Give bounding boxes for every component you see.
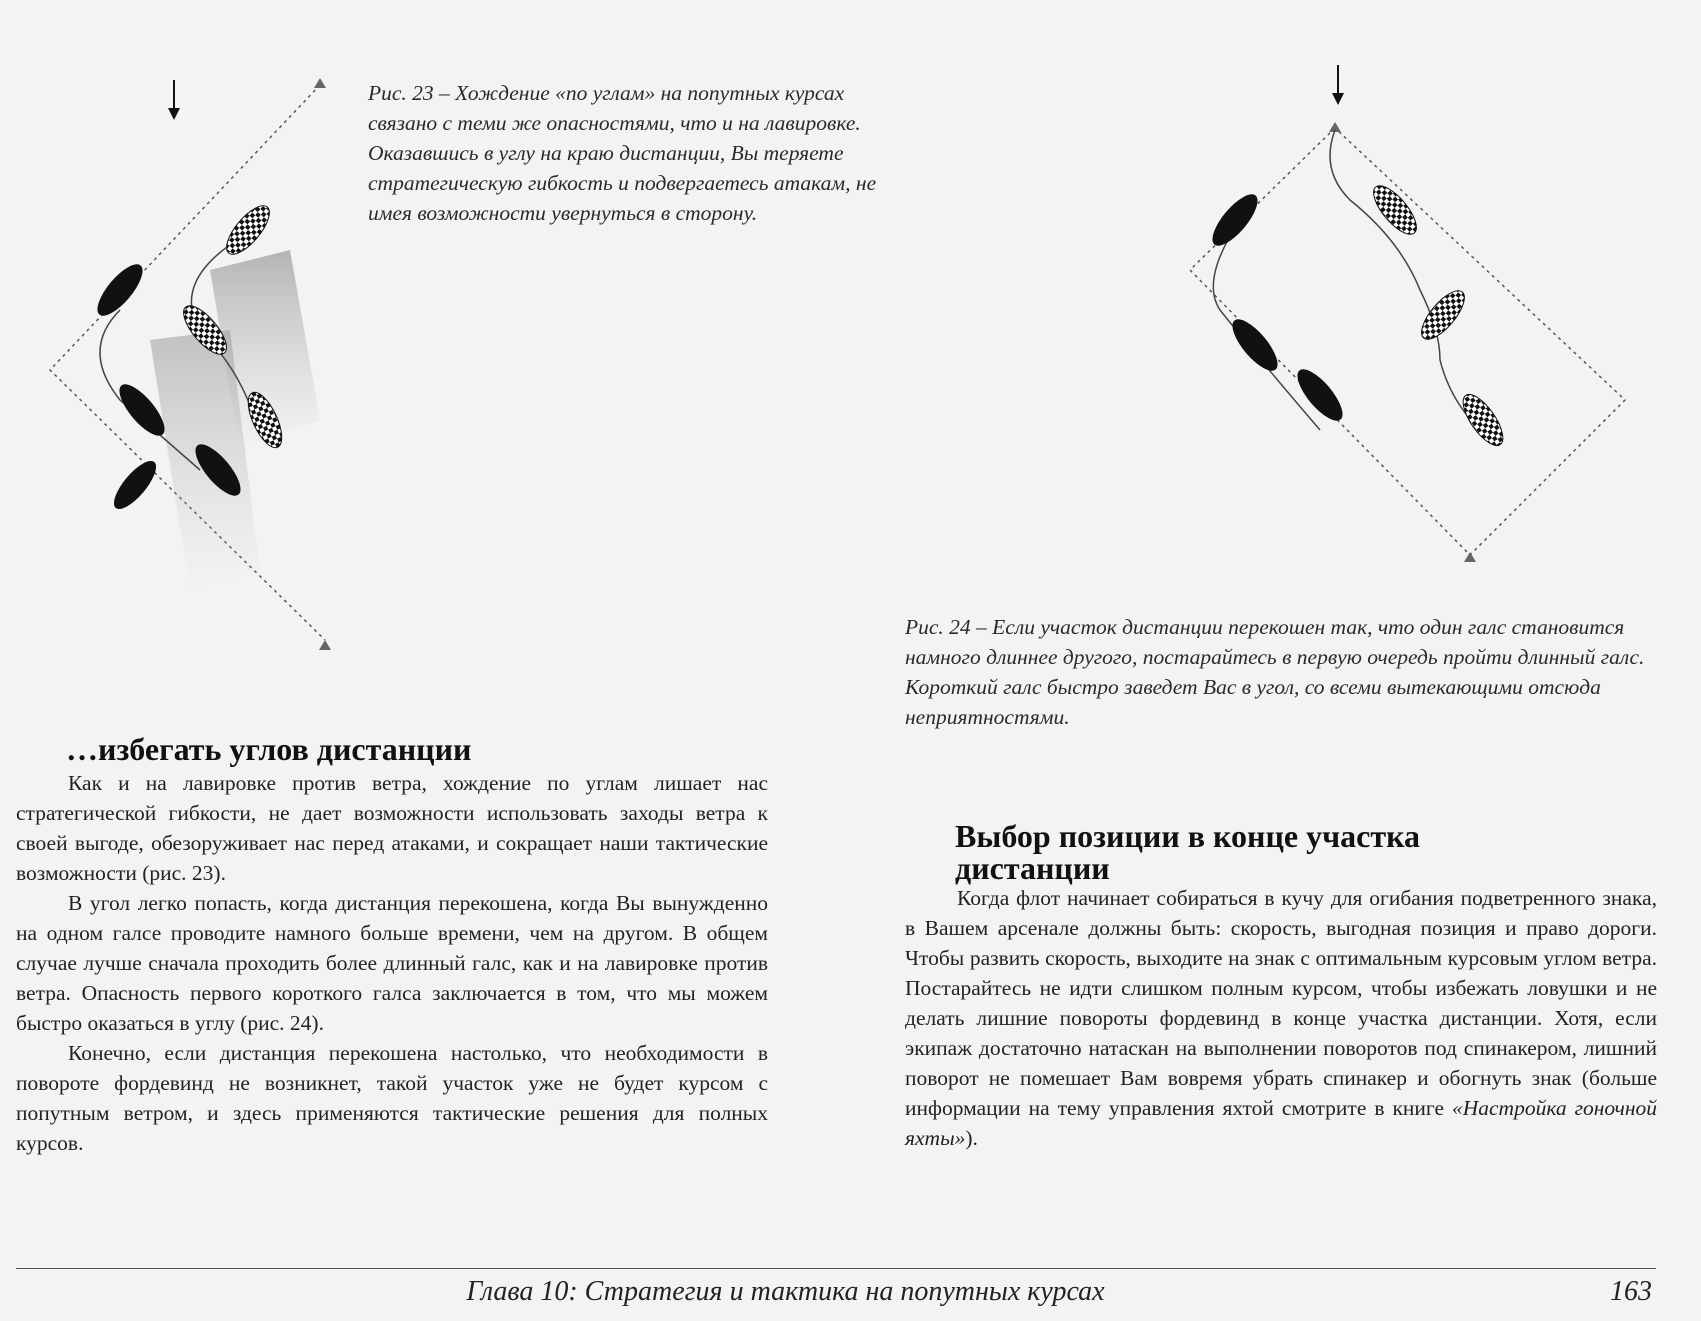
right-body-text	[905, 883, 1657, 1153]
footer-divider	[16, 1268, 1656, 1269]
mark-icon	[314, 78, 326, 88]
figure-24-caption: Рис. 24 – Если участок дистанции перекошен так, что один галс становится намного длиннее другого, постарайтесь в первую очередь пройти длинный галс. Короткий галс быстро заведет Вас в угол, со всеми вытекающими отсюда неприятностями.	[905, 615, 1645, 729]
boat-icon	[90, 258, 150, 322]
figure-23-caption: Рис. 23 – Хождение «по углам» на попутных курсах связано с теми же опасностями, что и на лавировке. Оказавшись в углу на краю дистанции, Вы теряете стратегическую гибкость и подвергаетесь атакам, не имея возможности увернуться в сторону.	[368, 81, 877, 225]
wind-arrow-icon	[1332, 65, 1344, 105]
figure-24-diagram	[1180, 60, 1640, 570]
page-number: 163	[1610, 1276, 1652, 1307]
paragraph: Как и на лавировке против ветра, хождение по углам лишает нас стратегической гибкости, не дает возможности использовать заходы ветра к своей выгоде, обезоруживает нас перед атаками, и сокращает наши тактические возможности (рис. 23).	[16, 771, 768, 885]
left-body-text	[16, 768, 768, 1158]
section-heading-avoid-corners: …избегать углов дистанции	[66, 731, 472, 767]
paragraph: Конечно, если дистанция перекошена настолько, что необходимости в повороте фордевинд не возникнет, такой участок уже не будет курсом с попутным ветром, и здесь применяются тактические решения для полных курсов.	[16, 1041, 768, 1155]
wind-arrow-icon	[168, 80, 180, 120]
book-title-reference: «Настройка гоночной яхты»	[905, 1096, 1657, 1150]
running-footer-chapter: Глава 10: Стратегия и тактика на попутных курсах	[466, 1276, 1105, 1307]
paragraph-text: Когда флот начинает собираться в кучу для огибания подветренного знака, в Вашем арсенале должны быть: скорость, выгодная позиция и право дороги. Чтобы развить скорость, выходите на знак с оптимальным курсовым углом ветра. Постарайтесь не идти слишком полным курсом, чтобы избежать ловушки и не делать лишние повороты фордевинд в конце участка дистанции. Хотя, если экипаж достаточно натаскан на выполнении поворотов под спинакером, лишний поворот не помешает Вам вовремя убрать спинакер и обогнуть знак (больше информации на тему управления яхтой смотрите в книге	[905, 886, 1657, 1120]
paragraph: В угол легко попасть, когда дистанция перекошена, когда Вы вынужденно на одном галсе проводите намного больше времени, чем на другом. В общем случае лучше сначала проходить более длинный галс, как и на лавировке против ветра. Опасность первого короткого галса заключается в том, что мы можем быстро оказаться в углу (рис. 24).	[16, 891, 768, 1035]
section-heading-position-choice: Выбор позиции в конце участка дистанции	[955, 818, 1421, 886]
paragraph-end: ).	[965, 1126, 978, 1150]
figure-23-diagram	[40, 70, 370, 660]
paragraph	[905, 883, 1657, 1153]
